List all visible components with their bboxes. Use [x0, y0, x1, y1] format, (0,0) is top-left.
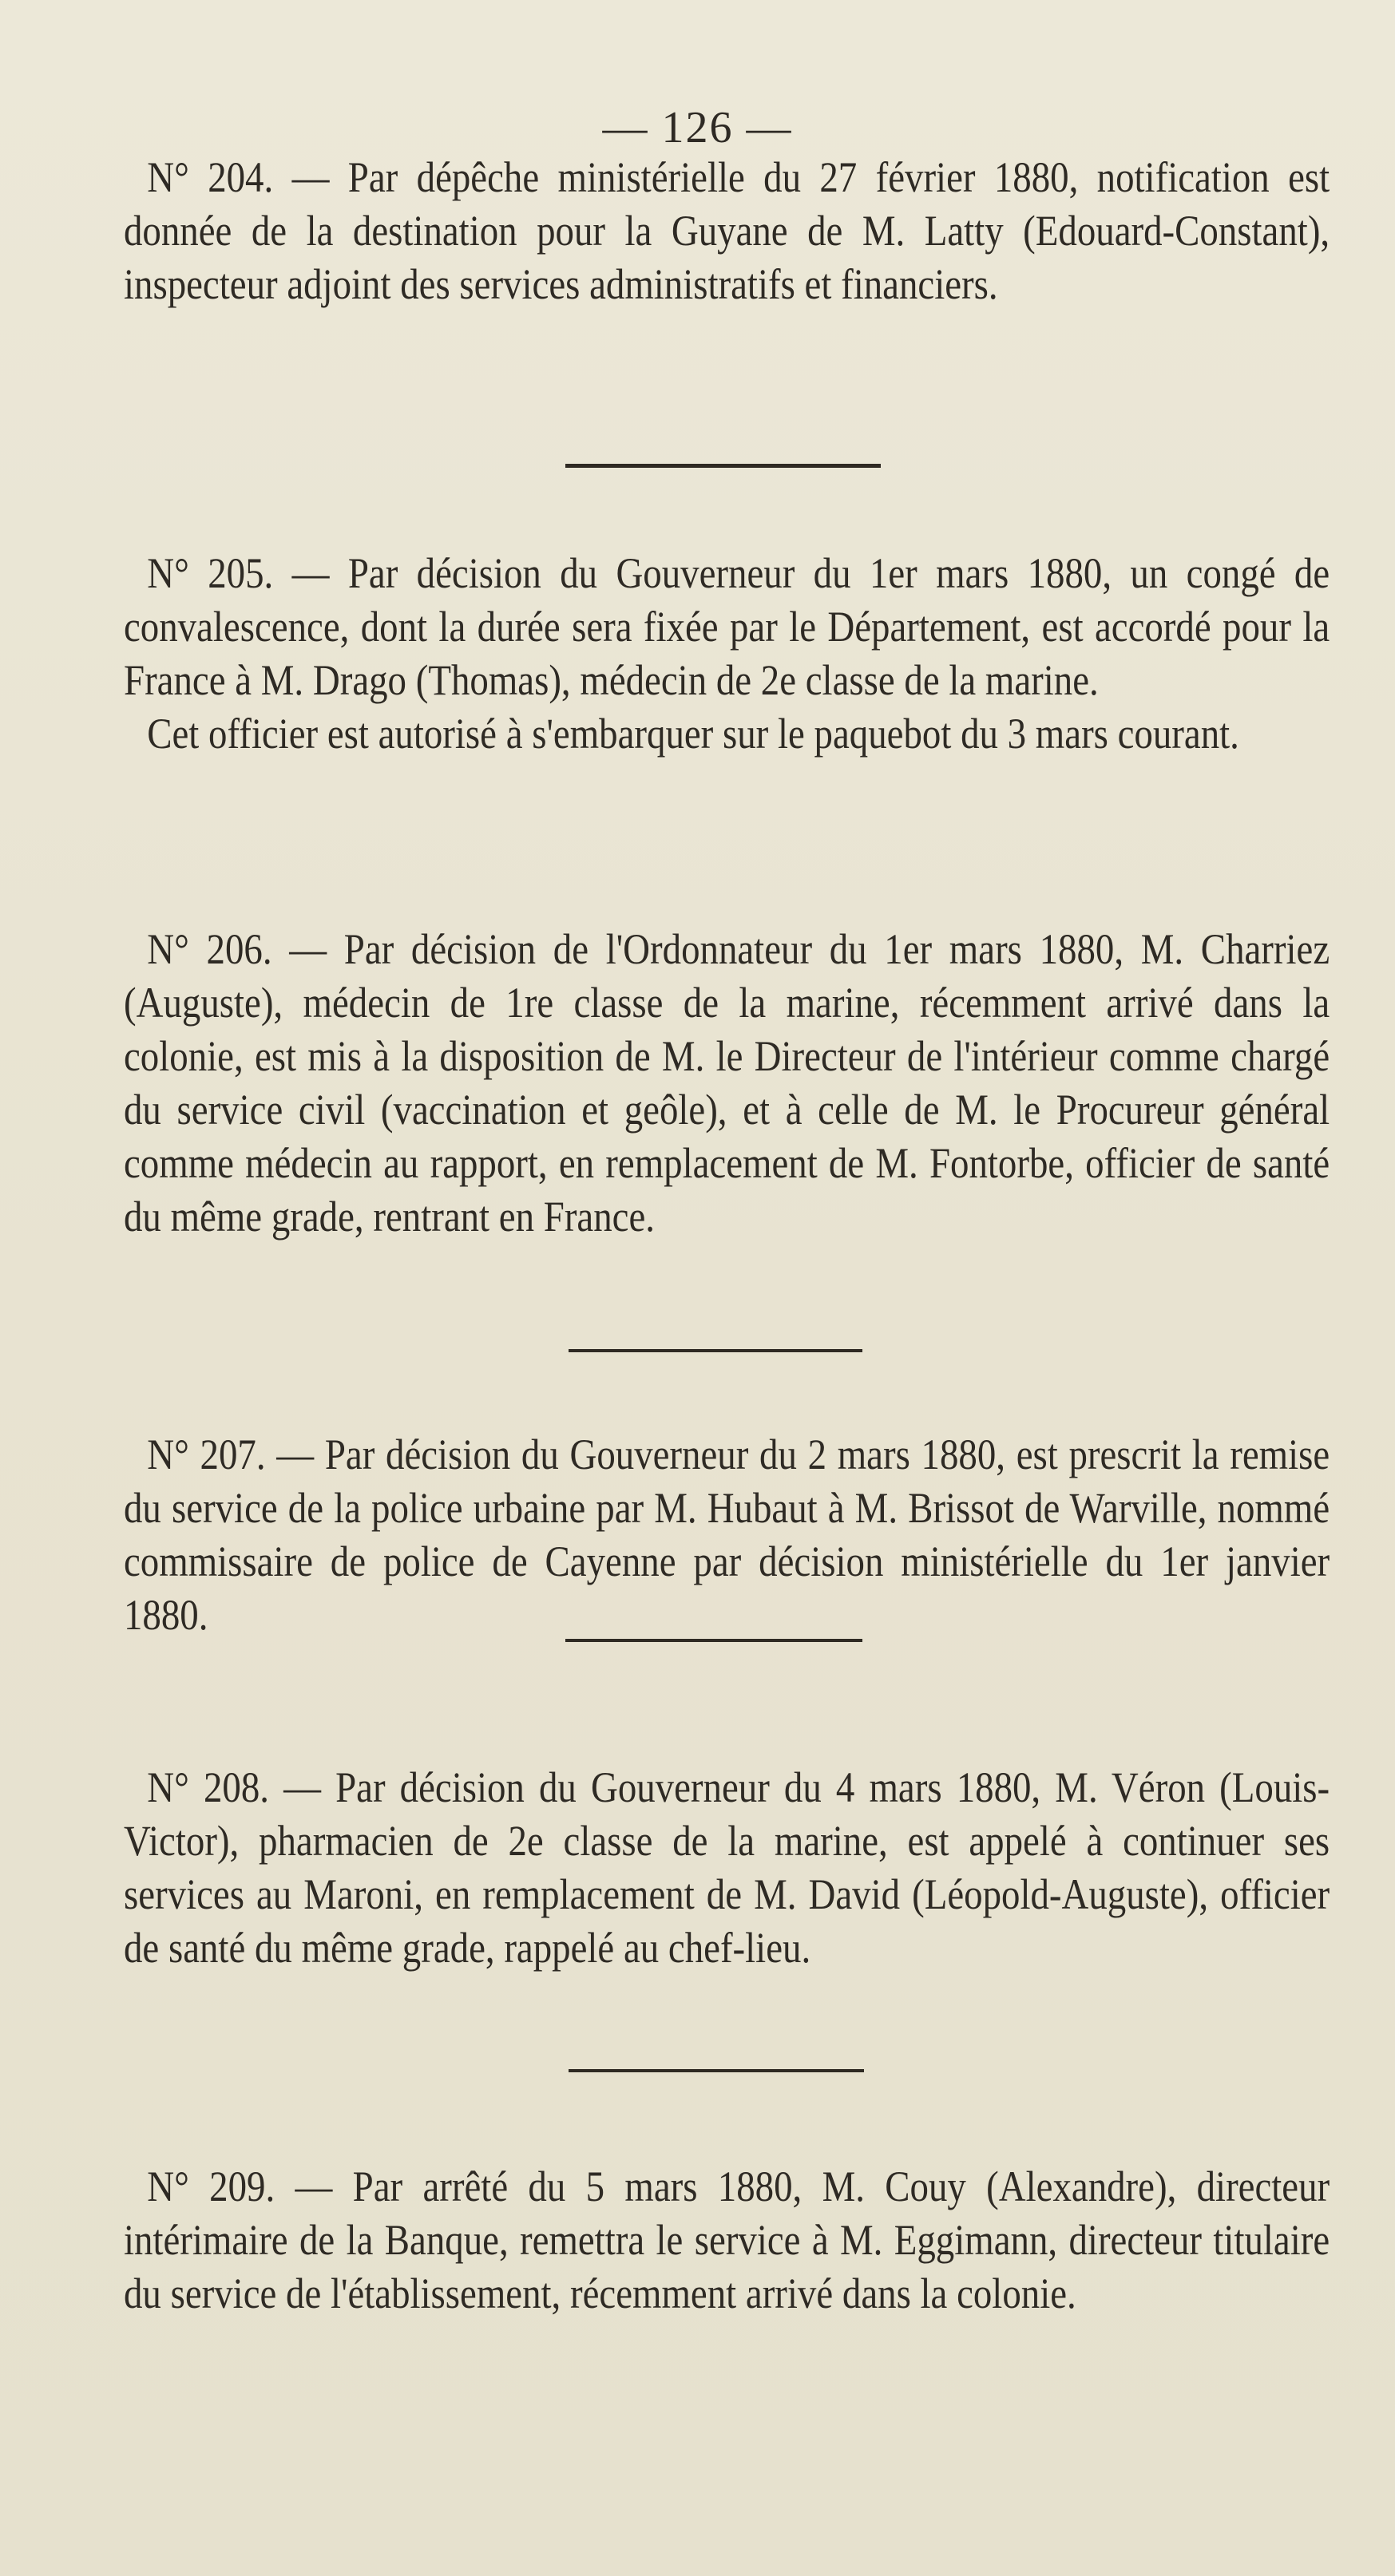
section-divider [565, 1639, 862, 1642]
entry-paragraph: N° 207. — Par décision du Gouverneur du 2 mars 1880, est prescrit la remise du service de la police urbaine par M. Hubaut à M. Brissot de Warville, nommé commissaire de police de Cayenne par décision ministérielle du 1er janvier 1880. [124, 1430, 1330, 1639]
entry-paragraph: N° 209. — Par arrêté du 5 mars 1880, M. Couy (Alexandre), directeur intérimaire de la Banque, remettra le service à M. Eggimann, directeur titulaire du service de l'établissement, récemment arrivé dans la colonie. [124, 2162, 1330, 2317]
section-divider [569, 2069, 864, 2072]
entry-209 [124, 2159, 1330, 2320]
entry-206 [124, 922, 1330, 1243]
section-divider [569, 1349, 862, 1352]
entry-208 [124, 1760, 1330, 1974]
entry-paragraph: N° 206. — Par décision de l'Ordonnateur du 1er mars 1880, M. Charriez (Auguste), médecin de 1re classe de la marine, récemment arrivé dans la colonie, est mis à la disposition de M. le Directeur de l'intérieur comme chargé du service civil (vaccination et geôle), et à celle de M. le Procureur général comme médecin au rapport, en remplacement de M. Fontorbe, officier de santé du même grade, rentrant en France. [124, 924, 1330, 1241]
entry-205 [124, 546, 1330, 760]
entry-207 [124, 1427, 1330, 1641]
section-divider [565, 464, 881, 468]
entry-204 [124, 150, 1330, 311]
page-number: — 126 — [602, 103, 793, 152]
entry-paragraph: Cet officier est autorisé à s'embarquer sur le paquebot du 3 mars courant. [147, 709, 1239, 758]
entry-paragraph: N° 204. — Par dépêche ministérielle du 27 février 1880, notification est donnée de la destination pour la Guyane de M. Latty (Edouard-Constant), inspecteur adjoint des services administratifs et financiers. [124, 152, 1330, 308]
entry-paragraph: N° 205. — Par décision du Gouverneur du 1er mars 1880, un congé de convalescence, dont la durée sera fixée par le Département, est accordé pour la France à M. Drago (Thomas), médecin de 2e classe de la marine. [124, 548, 1330, 704]
entry-paragraph: N° 208. — Par décision du Gouverneur du 4 mars 1880, M. Véron (Louis-Victor), pharmacien de 2e classe de la marine, est appelé à continuer ses services au Maroni, en remplacement de M. David (Léopold-Auguste), officier de santé du même grade, rappelé au chef-lieu. [124, 1763, 1330, 1972]
